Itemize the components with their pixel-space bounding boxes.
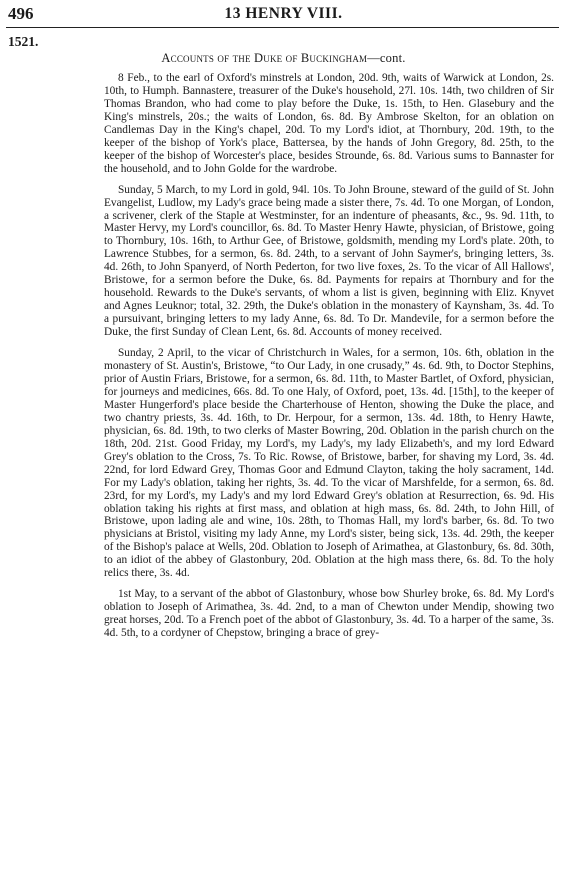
header-rule bbox=[6, 27, 559, 28]
margin-year: 1521. bbox=[8, 34, 39, 49]
paragraph-gap bbox=[104, 580, 554, 588]
running-title: 13 HENRY VIII. bbox=[224, 5, 343, 22]
paragraph-may: 1st May, to a servant of the abbot of Glastonbury, whose bow Shurley broke, 6s. 8d. My Lord's oblation to Joseph of Arimathea, 3s. 4d. 2nd, to a man of Chewton under Mendip, showing two great horses, 20d. To a French poet of the abbot of Glastonbury, 3s. 4d. To a harper of the same, 3s. 4d. 5th, to a cordyner of Chepstow, bringing a brace of grey- bbox=[104, 588, 554, 640]
section-heading-title: Accounts of the Duke of Buckingham bbox=[161, 51, 368, 65]
page-header bbox=[0, 0, 567, 30]
page-number: 496 bbox=[8, 4, 34, 23]
paragraph-gap bbox=[104, 176, 554, 184]
paragraph-april: Sunday, 2 April, to the vicar of Christchurch in Wales, for a sermon, 10s. 6th, oblation in the monastery of St. Austin's, Bristowe, “to Our Lady, in one crusady,” 4s. 6d. 9th, to Doctor Stephins, prior of Austin Friars, Bristowe, for a sermon, 6s. 8d. 11th, to Master Bartlet, of Oxford, physician, for journeys and medicines, 66s. 8d. To one Haly, of Oxford, poet, 13s. 4d. [15th], to the keeper of Master Hungerford's place beside the Charterhouse of Henton, showing the Duke the place, and two chantry priests, 3s. 4d. 16th, to Dr. Herpour, for a sermon, 13s. 4d. 18th, to Henry Hawte, physician, 6s. 8d. 19th, to two clerks of Master Bowring, 20d. Oblation in the parish church on the 18th, 20d. 21st. Good Friday, my Lord's, my Lady's, my lady Elizabeth's, and my lord Edward Grey's oblation to the Cross, 7s. To Ric. Rowse, of Bristowe, barber, for shaving my Lord, 3s. 4d. 22nd, for lord Edward Grey, Thomas Goor and Edmund Clayton, taking the holy sacrament, 14d. For my Lady's oblation, taking her rights, 3s. 4d. To the vicar of Marshfelde, for a sermon, 6s. 8d. 23rd, for my Lord's, my Lady's and my lord Edward Grey's oblation at Resurrection, 6s. 9d. His oblation taking his rights at first mass, and oblation at high mass, 6s. 8d. 24th, to John Hill, of Bristowe, upon lading ale and wine, 10s. 28th, to Thomas Hall, my lord's barber, 6s. 8d. To two physicians at Bristol, visiting my lady Anne, my Lord's sister, being sick, 13s. 4d. 29th, the keeper of the Bishop's palace at Wells, 20d. Oblation to Joseph of Arimathea, at Glastonbury, 6s. 8d. 30th, to an idiot of the abbey of Glastonbury, 20d. Oblation at the high mass there, 6s. 8d. To the holy relics there, 3s. 4d. bbox=[104, 347, 554, 580]
section-heading bbox=[0, 51, 567, 66]
body-text bbox=[104, 72, 554, 640]
paragraph-february: 8 Feb., to the earl of Oxford's minstrels at London, 20d. 9th, waits of Warwick at London, 2s. 10th, to Humph. Bannastere, treasurer of the Duke's household, 27l. 10s. 14th, two children of Sir Thomas Brandon, who had come to play before the Duke, 1s. 15th, to Hen. Glasebury and the King's minstrels, 20s.; the waits of London, 6s. 8d. By Ambrose Skelton, for an oblation on Candlemas Day in the King's chapel, 20d. To my Lord's idiot, at Thornbury, 20d. 19th, to the keeper of the bishop of York's place, Battersea, by the hands of John Gregory, 8d. 25th, to the keeper of the bishop of Worcester's place, besides Strounde, 6s. 8d. Various sums to Bannaster for the household, and to John Golde for the wardrobe. bbox=[104, 72, 554, 175]
paragraph-march: Sunday, 5 March, to my Lord in gold, 94l. 10s. To John Broune, steward of the guild of St. John Evangelist, Ludlow, my Lady's grace being made a sister there, 7s. 4d. To one Morgan, of London, a scrivener, clerk of the Staple at Westminster, for an indenture of pheasants, &c., 9s. 9d. 11th, to Master Hervy, my Lord's councillor, 6s. 8d. To Master Henry Hawte, physician, of Bristowe, going to Thornbury, 10s. 16th, to Arthur Gee, of Bristowe, goldsmith, mending my Lord's plate. 20th, to Lawrence Stubbes, for a sermon, 6s. 8d. 24th, to a servant of John Saymer's, bringing letters, 3s. 4d. 26th, to John Spanyerd, of North Pederton, for two live foxes, 2s. To the vicar of All Hallows', Bristowe, for a sermon before the Duke, 6s. 8d. Payments for repairs at Thornbury and for the household. Rewards to the Duke's servants, of whom a list is given, beginning with Eliz. Knyvet and Agnes Leuknor; total, 32. 29th, the Duke's oblation in the monastery of Kaynsham, 3s. 4d. To a pursuivant, bringing letters to my lady Anne, 6s. 8d. To Dr. Mandevile, for a sermon before the Duke, the first Sunday of Clean Lent, 6s. 8d. Accounts of money received. bbox=[104, 183, 554, 339]
paragraph-gap bbox=[104, 339, 554, 347]
section-heading-suffix: —cont. bbox=[367, 51, 406, 65]
